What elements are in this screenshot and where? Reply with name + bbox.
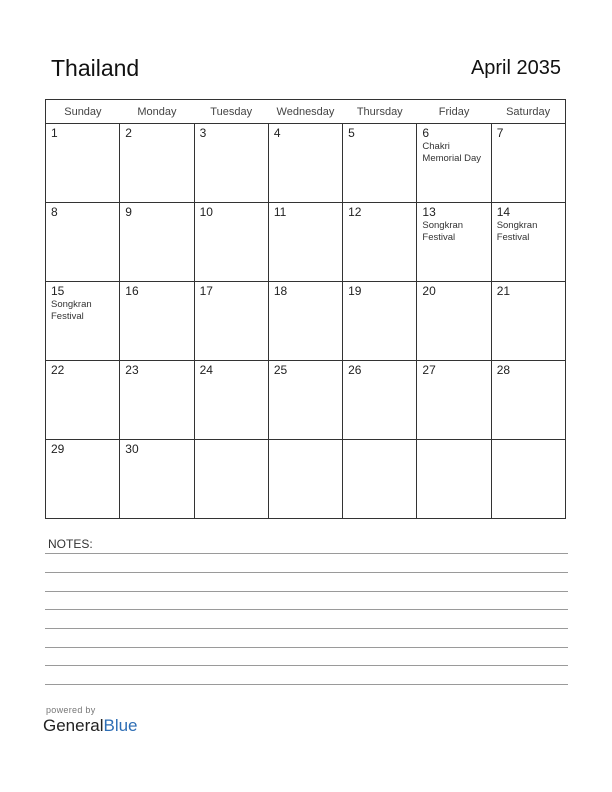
weekday-monday: Monday: [120, 100, 194, 124]
day-cell: [120, 440, 194, 519]
day-number: 23: [125, 363, 139, 377]
note-line: [45, 572, 568, 573]
day-cell: [343, 203, 417, 282]
day-number: 16: [125, 284, 139, 298]
day-number: 18: [273, 284, 288, 298]
day-cell: [417, 203, 491, 282]
day-number: 29: [51, 442, 65, 456]
day-cell: [194, 124, 268, 203]
calendar-country-title: Thailand: [51, 55, 140, 81]
day-number: 26: [348, 363, 362, 377]
day-number: 4: [273, 126, 281, 140]
day-cell: [491, 203, 565, 282]
day-number: 2: [125, 126, 132, 140]
day-cell: [194, 203, 268, 282]
note-line: [45, 609, 568, 610]
day-number: 19: [348, 284, 362, 298]
day-cell: [268, 124, 342, 203]
weekday-friday: Friday: [417, 100, 491, 124]
note-line: [45, 684, 568, 685]
day-number: 25: [273, 363, 288, 377]
day-number: 22: [51, 363, 65, 377]
day-number: 7: [496, 126, 504, 140]
day-cell: [194, 361, 268, 440]
day-cell: [491, 361, 565, 440]
day-number: 13: [422, 205, 436, 219]
note-line: [45, 591, 568, 592]
note-line: [45, 628, 568, 629]
day-number: 8: [51, 205, 58, 219]
day-number: 9: [125, 205, 132, 219]
generalblue-logo[interactable]: [43, 716, 138, 736]
day-number: 27: [422, 363, 436, 377]
holiday-label: Songkran Festival: [51, 299, 92, 322]
day-number: 10: [199, 205, 213, 219]
day-number: 15: [51, 284, 65, 298]
week-row: [46, 440, 566, 519]
brand-part-blue: Blue: [103, 716, 138, 735]
weekday-wednesday: Wednesday: [268, 100, 342, 124]
day-number: 20: [422, 284, 436, 298]
day-cell: [46, 282, 120, 361]
day-cell: [417, 361, 491, 440]
day-number: 3: [199, 126, 207, 140]
calendar-month-title: April 2035: [470, 57, 561, 79]
day-number: 24: [199, 363, 213, 377]
day-number: 5: [348, 126, 355, 140]
holiday-label: Songkran Festival: [422, 220, 464, 243]
day-number: 17: [199, 284, 213, 298]
day-number: 14: [496, 205, 511, 219]
notes-label: NOTES:: [48, 537, 93, 551]
weekday-saturday: Saturday: [491, 100, 565, 124]
day-cell: [343, 361, 417, 440]
day-cell: [268, 282, 342, 361]
week-row: [46, 282, 566, 361]
day-cell: [46, 440, 120, 519]
day-number: 1: [51, 126, 58, 140]
weekday-tuesday: Tuesday: [194, 100, 268, 124]
day-cell: [417, 440, 491, 519]
holiday-label: Songkran Festival: [496, 220, 538, 243]
day-cell: [343, 282, 417, 361]
day-number: 6: [422, 126, 430, 140]
day-cell: [46, 203, 120, 282]
day-cell: [417, 124, 491, 203]
week-row: [46, 124, 566, 203]
day-cell: [120, 282, 194, 361]
note-line: [45, 665, 568, 666]
weekday-thursday: Thursday: [343, 100, 417, 124]
powered-by-label: powered by: [46, 705, 96, 715]
day-cell: [491, 440, 565, 519]
day-cell: [46, 124, 120, 203]
day-cell: [268, 440, 342, 519]
day-cell: [343, 124, 417, 203]
day-number: 28: [496, 363, 511, 377]
day-cell: [491, 124, 565, 203]
day-cell: [120, 124, 194, 203]
holiday-label: Chakri Memorial Day: [422, 141, 482, 164]
day-cell: [268, 203, 342, 282]
day-cell: [194, 440, 268, 519]
note-line: [45, 553, 568, 554]
note-line: [45, 647, 568, 648]
week-row: [46, 361, 566, 440]
day-number: 11: [273, 205, 287, 219]
weekday-header-row: [46, 100, 566, 124]
day-cell: [120, 203, 194, 282]
day-number: 21: [496, 284, 511, 298]
calendar-grid: [45, 99, 566, 519]
week-row: [46, 203, 566, 282]
day-cell: [491, 282, 565, 361]
day-number: 12: [348, 205, 362, 219]
day-cell: [46, 361, 120, 440]
brand-part-general: General: [43, 716, 104, 735]
day-cell: [417, 282, 491, 361]
day-number: 30: [125, 442, 139, 456]
day-cell: [268, 361, 342, 440]
day-cell: [194, 282, 268, 361]
day-cell: [343, 440, 417, 519]
day-cell: [120, 361, 194, 440]
weekday-sunday: Sunday: [46, 100, 120, 124]
